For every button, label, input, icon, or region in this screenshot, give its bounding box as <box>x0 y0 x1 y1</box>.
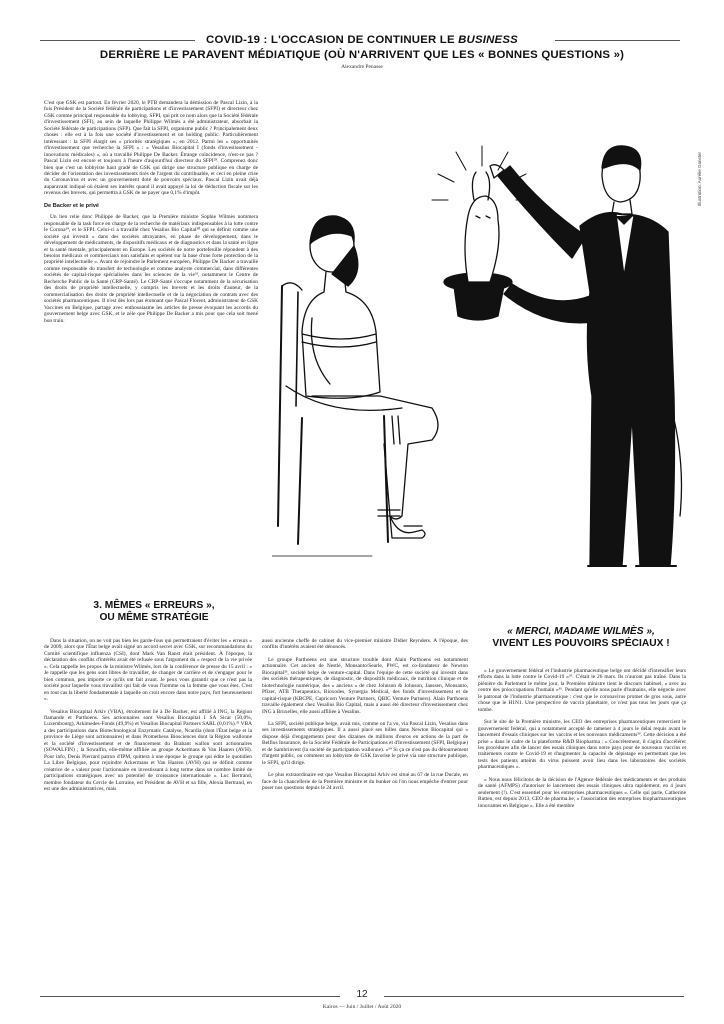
page-number: 12 <box>356 989 368 1000</box>
paragraph: Le groupe Parthoens est une structure trouble dont Alain Parthoens est notamment actionnaire. Cet ancien de Nestlé, Monsanto/Searle, PWC, est co-fondateur de Newton Biocapital³³, société belge de venture-capital. Dans l'équipe de cette société qui investit dans des sociétés thérapeutiques, de diagnostic, de dispositifs médicaux, de nutrition clinique et de biotechnologie numérique, des « anciens » de chez Johnson & Johnson, Janssen, Monsanto, Pfizer, ATB Therapeutics, Bioxodes, Synergia Medical, des fonds d'investissement et de capital-risque (KBCPE, Capricorn Venture Partners, QBIC Venture Partners). Alain Parthoens travaille également chez Vesalius Bio Capital, mais a aussi été directeur d'investissement chez ING à Bruxelles, elle aussi affiliée à Vesalius. <box>262 656 468 715</box>
paragraph: aussi ancienne cheffe de cabinet du vice-premier ministre Didier Reynders. À l'époque, des conflits d'intérêts avaient été dénoncés. <box>262 638 468 651</box>
right-column <box>478 668 686 980</box>
paragraph: « Nous nous félicitons de la décision de l'Agence fédérale des médicaments et des produits de santé (AFMPS) d'autoriser le lancement des essais cliniques ultra rapidement, en 4 jours seulement (!). C'est essentiel pour les entreprises pharmaceutiques ». Celle qui parle, Catherine Rutten, est depuis 2013, CEO de pharma.be, « l'association des entreprises biopharmaceutiques innovantes en Belgique ». Elle a été membre <box>478 776 686 809</box>
footer-rule-right <box>384 996 684 997</box>
magician-drawing <box>272 96 690 586</box>
article-author: Alexandre Penasse <box>341 64 383 70</box>
paragraph: La SFPI, société publique belge, avait mis, comme on l'a vu, via Pascal Lizin, Vesalius dans ses investissements stratégiques. Il a aussi placé ses billes dans Newton Biocapital qui « dispose déjà d'engagements pour des dizaines de millions d'euros en actions de la part de Belfius Insurance, de la Société Fédérale de Participations et d'Investissement (SFPI, Belgique) et de Sambrinvest (la société de participation wallonne). »³⁴ Si ça ce n'est pas du détournement d'argent public, ou comment un lobbyiste de GSK favorise le privé via une structure publique, le SFPI, qu'il dirige. <box>262 720 468 766</box>
paragraph: « Le gouvernement fédéral et l'industrie pharmaceutique belge ont décidé d'intensifier leurs efforts dans la lutte contre le Covid-19 »³⁵. C'était le 26 mars. Ils n'auront pas traîné. Dans la plénière du Parlement le même jour, la Première ministre tient le discours habituel, « avec au centre des préoccupations l'humain »³⁶. Pendant qu'elle nous parle d'humains, elle négocie avec le patronat de l'industrie pharmaceutique : c'est que le coronavirus promet de gros sous, autre chose que le H1N1. Une perspective de vaccin planétaire, ce n'est pas tous les jours que ça tombe. <box>478 668 686 713</box>
paragraph: C'est que GSK est partout. En février 2020, le PTB demandera la démission de Pascal Lizin, à la fois Président de la Société fédérale de participations et d'investissement (SFPI) et directeur chez GSK comme principal responsable du lobbying. SFPI, qui prit ce nom alors que la Société fédérale d'investissement (SFI), au sein de laquelle Philippe Wilmès a été administrateur, absorbait la Société fédérale de participations (SFP). Que fait la SFPI, organisme public ? Principalement deux choses : elle est à la fois une société d'investissement et un holding public. Particulièrement intéressant : la SFPI élargit ses « priorités stratégiques », en 2012. Parmi les « opportunités d'investissement que recherche la SFPI » : « Vesalius Biocapital I (fonds d'investissement - innovations médicales) », où a travaillé Philippe De Backer. Étrange coïncidence, n'est-ce pas ? Pascal Lizin est encore et toujours à l'heure d'aujourd'hui directeur du SFPI²⁸. Comprenez donc bien que c'est un lobbyiste haut gradé de GSK qui dirige une structure publique en charge de décider de l'orientation des investissements tirés de l'argent du contribuable, et ceci en pleine crise du Coronavirus et avec un gouvernement doté de pouvoirs spéciaux. Pascal Lizin avait déjà auparavant indiqué où étaient ses intérêts quand il avait appuyé la loi de déduction fiscale sur les revenus des brevets, qui permettra à GSK de ne payer que 0,1% d'impôt. <box>44 100 258 197</box>
section3-heading <box>54 600 254 624</box>
section3-column-2 <box>262 638 468 980</box>
section3-column-1 <box>44 638 252 980</box>
subheading: De Backer et le privé <box>44 202 100 209</box>
section3-heading-line2: OU MÊME STRATÉGIE <box>99 612 209 623</box>
footer-publication: Kairos — Juin / Juillet / Août 2020 <box>322 1004 402 1010</box>
paragraph: Le plus extraordinaire est que Vesalius Biocapital Arkiv est situé au 67 de la rue Ducale, en face de la chancellerie de la Première ministre et du bunker où l'on nous empêche d'entrer pour poser nos questions depuis le 24 avril. <box>262 772 468 792</box>
paragraph: Un lien relie donc Philippe de Backer, que la Première ministre Sophie Wilmès nommera responsable de la task force en charge de la recherche de matériaux indispensables à la lutte contre le Corona²⁹, et le SFPI. Celui-ci a travaillé chez Vesalius Bio Capital³⁰ qui se définit comme une société qui investit « dans des sociétés attrayantes, en phase de développement, dans le développement de médicaments, de dispositifs médicaux et de diagnostics et dans la santé en ligne et la santé mentale, principalement en Europe. Les sociétés de notre portefeuille répondent à des besoins médicaux et commerciaux non satisfaits et opèrent sur la base d'une forte protection de la propriété intellectuelle ». Avant de rejoindre le Parlement européen, Philippe De Backer a travaillé comme responsable du transfert de technologie et comme analyste commercial, dans différentes sociétés de capital-risque spécialisées dans les sciences de la vie³¹, notamment le Centre de Recherche Public de la Santé (CRP-Santé). Le CRP-Santé s'occupe notamment de la sécurisation des droits de propriété intellectuelle, y compris les brevets et les droits d'auteur, de la commercialisation des droits de propriété intellectuelle et de la négociation de contrats avec des sociétés pharmaceutiques. Il n'est dès lors pas étonnant que Pascal Florent, administrateur de GSK Vaccines en Belgique, partage avec enthousiasme les articles de presse évoquant les accords du gouvernement belge avec GSK, et le zèle que Philippe De Backer a mis pour que cela soit mené bon train. <box>44 214 258 324</box>
paragraph: Vesalius Biocapital Arkiv (VBA), étroitement lié à De Backer, est affilié à ING, la Région flamande et Parthoens. Ses actionnaires sont Vesalius Biocapital I SA Sicar (50,0%, Luxembourg), Arkimedes-Fonds (49,9%) et Vesalius Biocapital Partners SARL (0,01%).³² VBA a des participations dans Biotechnological Enzymatic Catalyse, Ncardia (dont l'État belge et la province de Liège sont actionnaires) et dans Prometheus Biosciences dont la Région wallonne et la société d'investissement et de financement du Brabant wallon sont actionnaires (SOWALFIN) ; la Sowalfin, elle-même affiliée au groupe Ackermans & Van Haaren (AVH). Pour info, Denis Pierrard patron d'IPM, quittera à une époque le groupe qui édite le quotidien La Libre Belgique, pour rejoindre Ackermans et Van Haaren (AVH) qui se définit comme créatrice de « valeur pour l'actionnaire en investissant à long terme dans un nombre limité de participations stratégiques avec un potentiel de croissance internationale ». Luc Bertrand, membre fondateur du Cercle de Lorraine, est Président de AVH et sa fille, Alexia Bertrand, en est une des administratrices, mais <box>44 708 252 792</box>
left-column <box>44 100 258 580</box>
paragraph: Dans la situation, on ne voit pas bien les garde-fous qui permettraient d'éviter les « erreurs » de 2009, alors que l'État belge avait signé un accord secret avec GSK, sur recommandations du Comité scientifique influenza (CSI), dont Mark Van Ranst était président. À l'époque, la déclaration des conflits d'intérêts avait été refusée sous l'argument du « respect de la vie privée ». Cela rappelle les propos de la ministre Wilmès, lors de la conférence de presse du 15 avril : « Je rappelle que les gens sont libres de travailler, de changer de carrière et de s'engager pour le bien commun, peu importe ce qu'ils ont fait avant. Je peux vous garantir que ce n'est pas la société pour laquelle vous travaillez qui fait de vous l'homme ou la femme que vous êtes. C'est en tout cas la liberté fondamentale à laquelle on croit encore dans notre pays, fort heureusement ». <box>44 638 252 703</box>
footer-rule-left <box>40 996 340 997</box>
right-section-heading <box>476 626 686 650</box>
illustration-magician <box>272 96 690 586</box>
article-title-line2: DERRIÈRE LE PARAVENT MÉDIATIQUE (OÙ N'ARRIVENT QUE LES « BONNES QUESTIONS ») <box>99 49 625 61</box>
right-heading-line2: VIVENT LES POUVOIRS SPÉCIAUX ! <box>492 638 670 649</box>
right-heading-line1: « MERCI, MADAME WILMÈS », <box>507 626 655 637</box>
article-title-line1: COVID-19 : L'OCCASION DE CONTINUER LE BUSINESS <box>206 34 518 46</box>
paragraph: Sur le site de la Première ministre, les CEO des entreprises pharmaceutiques remercient le gouvernement fédéral, qui a notamment accepté de ramener à 4 jours le délai requis avant le lancement d'essais cliniques sur les vaccins et les nouveaux médicaments³⁶. Cette décision a été prise « dans le cadre de la plateforme R&D Biopharma : « Concrètement, il s'agira d'accélérer les procédures afin de lancer des essais cliniques dans notre pays pour de nouveaux vaccins et traitements contre le Covid-19 et d'augmenter la capacité de dépistage en permettant que les tests des patients atteints du virus puissent avoir lieu dans les laboratoires des sociétés pharmaceutiques ». <box>478 719 686 771</box>
illustration-credit: Illustration: Aurélie Ganster <box>697 151 702 206</box>
section3-heading-line1: 3. MÊMES « ERREURS », <box>93 600 215 611</box>
